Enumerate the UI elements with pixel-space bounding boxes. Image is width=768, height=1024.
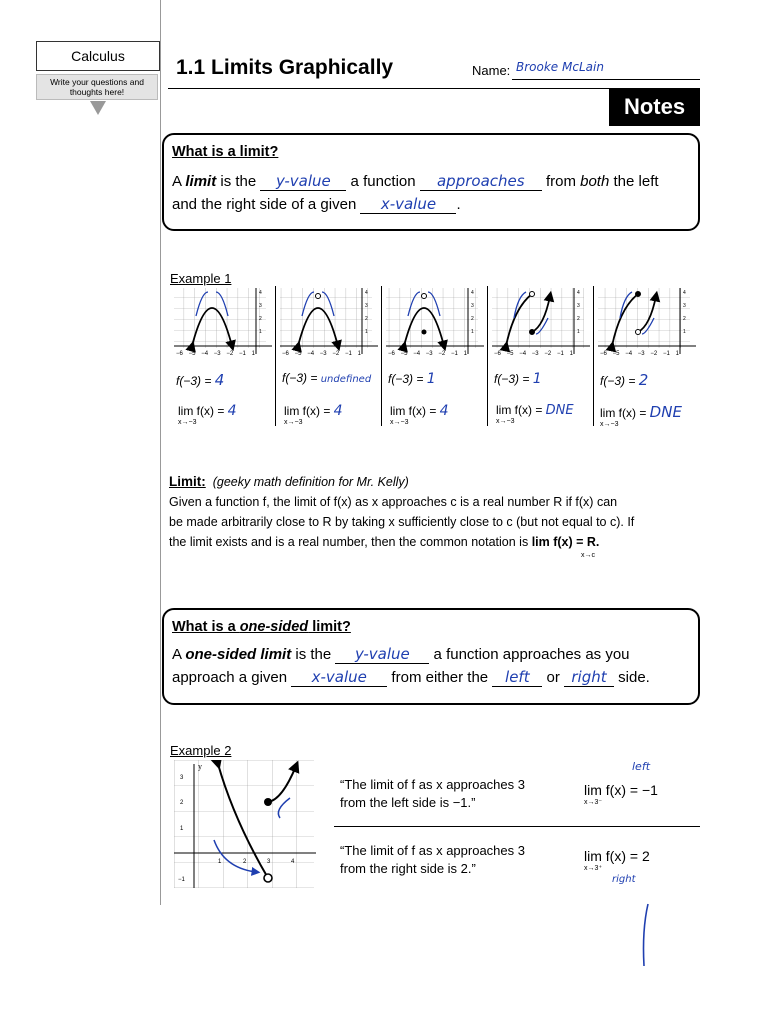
y-tick-label: 1 bbox=[577, 329, 580, 335]
panel5-lim: lim f(x) = DNE x→−3 bbox=[600, 403, 682, 428]
panel1-f-value: 4 bbox=[214, 371, 225, 389]
x-tick-label: −4 bbox=[413, 351, 421, 357]
x-tick-label: −1 bbox=[557, 351, 564, 357]
blank-y-value: y-value bbox=[260, 172, 346, 191]
svg-text:1: 1 bbox=[180, 826, 184, 832]
blank-approaches: approaches bbox=[420, 172, 542, 191]
panel4-f-label: f(−3) = 1 bbox=[494, 371, 542, 387]
x-tick-label: −4 bbox=[307, 351, 315, 357]
y-tick-label: 3 bbox=[365, 303, 368, 309]
x-tick-label: −3 bbox=[425, 351, 433, 357]
x-tick-label: −2 bbox=[650, 351, 658, 357]
x-tick-label: −5 bbox=[400, 351, 408, 357]
x-tick-label: −5 bbox=[506, 351, 514, 357]
x-tick-label: −4 bbox=[519, 351, 527, 357]
y-tick-label: 1 bbox=[365, 329, 368, 335]
x-tick-label: 1 bbox=[675, 351, 679, 357]
x-tick-label: 1 bbox=[357, 351, 361, 357]
x-tick-label: −4 bbox=[201, 351, 209, 357]
x-tick-label: −6 bbox=[494, 351, 501, 357]
box2-line2: approach a given x-value from either the left or right side. bbox=[172, 668, 650, 686]
name-value: Brooke McLain bbox=[516, 60, 604, 74]
x-tick-label: −3 bbox=[531, 351, 539, 357]
y-tick-label: 4 bbox=[259, 290, 262, 296]
y-tick-label: 2 bbox=[259, 316, 262, 322]
quote-right: “The limit of f as x approaches 3 from the right side is 2.” bbox=[340, 843, 525, 876]
example2-rule bbox=[334, 826, 700, 827]
x-tick-label: −3 bbox=[319, 351, 327, 357]
svg-text:4: 4 bbox=[291, 859, 295, 865]
endpoint bbox=[530, 292, 535, 297]
panel-grid bbox=[280, 288, 372, 348]
x-tick-label: −6 bbox=[176, 351, 183, 357]
x-tick-label: −1 bbox=[239, 351, 246, 357]
y-tick-label: 4 bbox=[577, 290, 580, 296]
x-tick-label: −1 bbox=[345, 351, 352, 357]
svg-text:3: 3 bbox=[267, 859, 271, 865]
example2-label: Example 2 bbox=[170, 743, 232, 758]
blank-left: left bbox=[492, 668, 542, 687]
closed-point bbox=[422, 330, 427, 335]
note-right: right bbox=[612, 874, 636, 885]
box1-line2: and the right side of a given x-value . bbox=[172, 195, 461, 213]
panel3-lim: lim f(x) = 4 x→−3 bbox=[390, 403, 449, 426]
x-tick-label: −1 bbox=[663, 351, 670, 357]
x-tick-label: −6 bbox=[600, 351, 607, 357]
x-tick-label: 1 bbox=[463, 351, 467, 357]
y-tick-label: 1 bbox=[683, 329, 686, 335]
box1-line1: A limit is the y-value a function approaches from both the left bbox=[172, 172, 659, 190]
y-tick-label: 3 bbox=[577, 303, 580, 309]
one-sided-limit-box bbox=[162, 608, 700, 705]
quote-left: “The limit of f as x approaches 3 from the left side is −1.” bbox=[340, 777, 525, 810]
y-tick-label: 3 bbox=[471, 303, 474, 309]
box2-line1: A one-sided limit is the y-value a function approaches as you bbox=[172, 645, 630, 663]
x-tick-label: −5 bbox=[294, 351, 302, 357]
x-tick-label: −4 bbox=[625, 351, 633, 357]
panel5-f-value: 2 bbox=[638, 371, 649, 389]
panel3-f-label: f(−3) = 1 bbox=[388, 371, 436, 387]
x-tick-label: −5 bbox=[188, 351, 196, 357]
x-tick-label: −6 bbox=[388, 351, 395, 357]
y-tick-label: 1 bbox=[259, 329, 262, 335]
name-label: Name: bbox=[472, 63, 511, 78]
svg-text:2: 2 bbox=[180, 800, 184, 806]
panel-grid bbox=[492, 288, 584, 348]
x-tick-label: −5 bbox=[612, 351, 620, 357]
blank-x-value: x-value bbox=[360, 195, 456, 214]
x-tick-label: −6 bbox=[282, 351, 289, 357]
y-tick-label: 2 bbox=[577, 316, 580, 322]
svg-text:3: 3 bbox=[180, 775, 184, 781]
endpoint bbox=[530, 330, 535, 335]
box1-heading: What is a limit? bbox=[172, 144, 279, 160]
lim-right: lim f(x) = 2 x→3⁺ bbox=[584, 848, 650, 872]
notes-badge: Notes bbox=[609, 88, 700, 126]
questions-prompt: Write your questions and thoughts here! bbox=[36, 74, 158, 100]
limit-definition: Limit: (geeky math definition for Mr. Kelly) Given a function f, the limit of f(x) as x approaches c is a real number R if f(x) can be made arbitrarily close to R by taking x sufficiently close to c (but not equal to c). If the limit exists and is a real number, then the common notation is lim f(x) = R. x→c bbox=[169, 474, 635, 559]
example1-label: Example 1 bbox=[170, 271, 232, 286]
panel2-lim: lim f(x) = 4 x→−3 bbox=[284, 403, 343, 426]
panel1-lim: lim f(x) = 4 x→−3 bbox=[178, 403, 237, 426]
y-tick-label: 4 bbox=[683, 290, 686, 296]
panel2-f-value: undefined bbox=[320, 374, 372, 385]
x-tick-label: −2 bbox=[226, 351, 234, 357]
ink-stroke bbox=[636, 900, 656, 970]
y-tick-label: 3 bbox=[683, 303, 686, 309]
blank-right: right bbox=[564, 668, 614, 687]
panel4-f-value: 1 bbox=[532, 371, 542, 387]
blank-x-value: x-value bbox=[291, 668, 387, 687]
x-tick-label: −2 bbox=[332, 351, 340, 357]
svg-text:1: 1 bbox=[218, 859, 222, 865]
y-tick-label: 4 bbox=[365, 290, 368, 296]
x-tick-label: −1 bbox=[451, 351, 458, 357]
open-point bbox=[316, 294, 321, 299]
y-tick-label: 3 bbox=[259, 303, 262, 309]
panel1-f-label: f(−3) = 4 bbox=[176, 371, 225, 389]
y-tick-label: 4 bbox=[471, 290, 474, 296]
lim-left: lim f(x) = −1 x→3⁻ bbox=[584, 782, 658, 806]
x-tick-label: −3 bbox=[637, 351, 645, 357]
page-title: 1.1 Limits Graphically bbox=[176, 56, 394, 79]
x-tick-label: 1 bbox=[569, 351, 573, 357]
y-tick-label: 2 bbox=[683, 316, 686, 322]
example2-graph bbox=[174, 760, 322, 890]
blank-y-value: y-value bbox=[335, 645, 429, 664]
endpoint bbox=[636, 292, 641, 297]
y-axis-label: y bbox=[198, 762, 202, 771]
x-tick-label: −2 bbox=[544, 351, 552, 357]
panel5-f-label: f(−3) = 2 bbox=[600, 371, 649, 389]
box2-heading: What is a one-sided limit? bbox=[172, 619, 351, 635]
svg-text:−1: −1 bbox=[178, 877, 185, 883]
panel-grid bbox=[598, 288, 690, 348]
panel3-f-value: 1 bbox=[426, 371, 436, 387]
svg-text:2: 2 bbox=[243, 859, 247, 865]
panel2-f-label: f(−3) = undefined bbox=[282, 371, 372, 385]
panel-grid bbox=[386, 288, 478, 348]
y-tick-label: 2 bbox=[471, 316, 474, 322]
y-tick-label: 2 bbox=[365, 316, 368, 322]
course-label: Calculus bbox=[36, 41, 160, 71]
open-point bbox=[422, 294, 427, 299]
x-tick-label: −2 bbox=[438, 351, 446, 357]
panel-grid bbox=[174, 288, 266, 348]
note-left: left bbox=[632, 760, 651, 773]
endpoint bbox=[636, 330, 641, 335]
x-tick-label: 1 bbox=[251, 351, 255, 357]
panel4-lim: lim f(x) = DNE x→−3 bbox=[496, 403, 574, 425]
x-tick-label: −3 bbox=[213, 351, 221, 357]
y-tick-label: 1 bbox=[471, 329, 474, 335]
